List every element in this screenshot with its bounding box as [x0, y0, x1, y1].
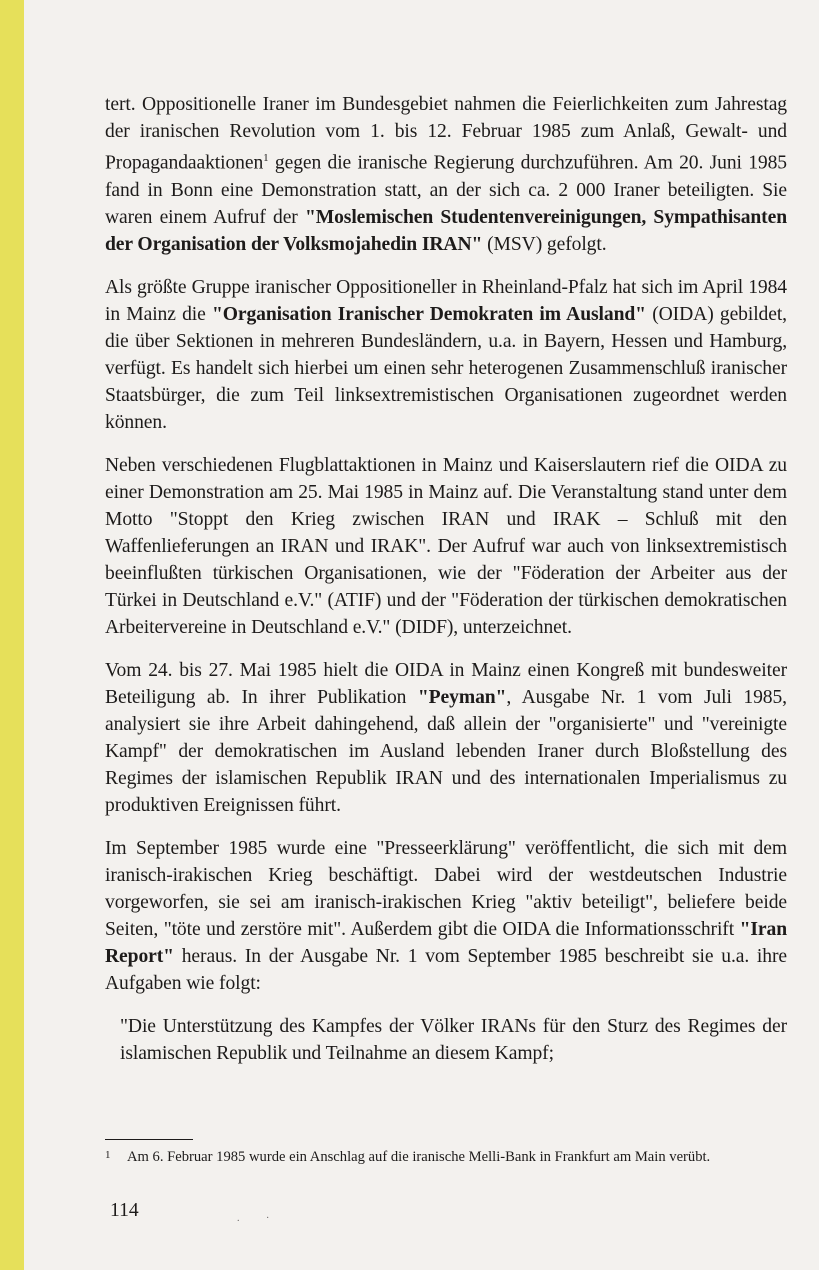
footnote-mark: 1	[105, 1149, 111, 1161]
text-run: Neben verschiedenen Flugblattaktionen in Mainz und Kaiserslautern rief die OIDA zu einer Demonstration am 25. Mai 1985 in Mainz auf. Die Veranstaltung stand unter dem Motto "Stoppt den Krieg zwischen IRAN und IRAK – Schluß mit den Waffenlieferungen an IRAN und IRAK". Der Aufruf war auch von linksextremistisch beeinflußten türkischen Organisationen, wie der "Föderation der Arbeiter aus der Türkei in Deutschland e.V." (ATIF) und der "Föderation der türkischen demokratischen Arbeitervereine in Deutschland e.V." (DIDF), unterzeichnet.	[105, 454, 787, 638]
paragraph-5	[105, 835, 787, 997]
text-run: Als größte Gruppe iranischer Oppositioneller in Rheinland-Pfalz hat sich im April 1984 in Mainz die	[105, 276, 787, 325]
scan-specks: . ·	[237, 1213, 282, 1224]
footnote-text: Am 6. Februar 1985 wurde ein Anschlag auf die iranische Melli-Bank in Frankfurt am Main verübt.	[127, 1149, 711, 1165]
main-text	[105, 91, 787, 1083]
yellow-binding-edge	[0, 0, 24, 1270]
text-run: Im September 1985 wurde eine "Presseerklärung" veröffentlicht, die sich mit dem iranisch-irakischen Krieg beschäftigt. Dabei wird der westdeutschen Industrie vorgeworfen, sie sei am iranisch-irakischen Krieg "aktiv beteiligt", beliefere beide Seiten, "töte und zerstöre mit". Außerdem gibt die OIDA die Informationsschrift	[105, 837, 787, 940]
text-run: tert. Oppositionelle Iraner im Bundesgebiet nahmen die Feierlichkeiten zum Jahrestag der iranischen Revolution vom 1. bis 12. Februar 1985 zum Anlaß, Gewalt- und Propagandaaktionen	[105, 94, 787, 174]
footnote-rule	[105, 1139, 193, 1140]
text-run: heraus. In der Ausgabe Nr. 1 vom September 1985 beschreibt sie u.a. ihre Aufgaben wie folgt:	[105, 945, 787, 994]
footnote	[105, 1146, 787, 1168]
paragraph-2	[105, 274, 787, 436]
paragraph-3	[105, 452, 787, 641]
bold-term: "Peyman"	[417, 686, 507, 708]
text-run: (MSV) gefolgt.	[482, 233, 607, 255]
text-run: "Die Unterstützung des Kampfes der Völker IRANs für den Sturz des Regimes der islamischen Republik und Teilnahme an diesem Kampf;	[120, 1015, 787, 1064]
quote-paragraph	[120, 1013, 787, 1067]
bold-term: "Moslemischen Studentenvereinigungen, Sympathisanten der Organisation der Volksmojahedin IRAN"	[105, 206, 788, 255]
bold-term: "Organisation Iranischer Demokraten im Ausland"	[211, 303, 646, 325]
text-run: , Ausgabe Nr. 1 vom Juli 1985, analysiert sie ihre Arbeit dahingehend, daß allein der "organisierte" und "vereinigte Kampf" der demokratischen im Ausland lebenden Iraner durch Bloßstellung des Regimes der islamischen Republik IRAN und des internationalen Imperialismus zu produktiven Ereignissen führt.	[105, 686, 787, 816]
text-run: Vom 24. bis 27. Mai 1985 hielt die OIDA in Mainz einen Kongreß mit bundesweiter Beteiligung ab. In ihrer Publikation	[105, 659, 787, 708]
text-run: (OIDA) gebildet, die über Sektionen in mehreren Bundesländern, u.a. in Bayern, Hessen und Hamburg, verfügt. Es handelt sich hierbei um einen sehr heterogenen Zusammenschluß iranischer Staatsbürger, die zum Teil linksextremistischen Organisationen zugeordnet werden können.	[105, 303, 787, 433]
page-number: 114	[110, 1200, 139, 1221]
paragraph-4	[105, 657, 787, 819]
text-run: gegen die iranische Regierung durchzuführen. Am 20. Juni 1985 fand in Bonn eine Demonstration statt, an der sich ca. 2 000 Iraner beteiligten. Sie waren einem Aufruf der	[105, 152, 787, 228]
paragraph-1	[105, 91, 787, 258]
bold-term: "Iran Report"	[105, 918, 787, 967]
footnote-reference: 1	[263, 152, 269, 164]
